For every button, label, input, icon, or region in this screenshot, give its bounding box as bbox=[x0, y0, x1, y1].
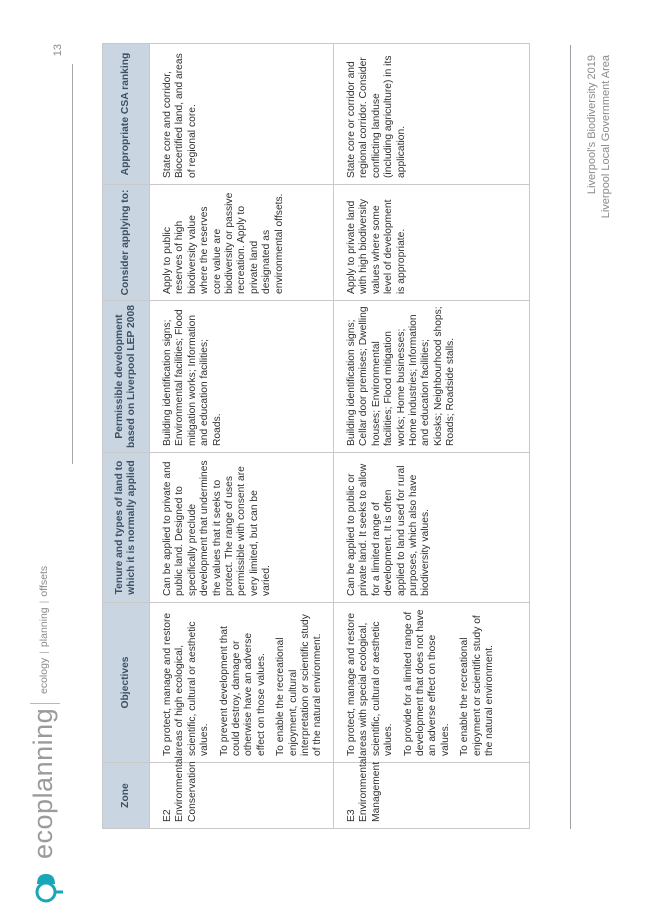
tagline-item: planning bbox=[38, 607, 50, 648]
consider-cell: Apply to private land with high biodiversity values where some level of development is appropriate. bbox=[333, 185, 529, 301]
brand-divider bbox=[30, 703, 60, 704]
document-footer bbox=[10, 24, 70, 904]
table-row bbox=[333, 44, 529, 829]
column-header-objectives: Objectives bbox=[103, 603, 150, 763]
table-row bbox=[150, 44, 334, 829]
footer-divider bbox=[72, 64, 73, 464]
header-subtitle: Liverpool Local Government Area bbox=[600, 55, 612, 219]
column-header-consider: Consider applying to: bbox=[103, 185, 150, 301]
objective-text: To protect, manage and restore areas of high ecological, scientific, cultural or aesthetic values. bbox=[162, 612, 211, 756]
tenure-cell: Can be applied to public or private land. It seeks to allow for a limited range of development. It is often applied to land used for rural purposes, which also have biodiversity values. bbox=[333, 453, 529, 603]
column-header-tenure: Tenure and types of land to which it is normally applied bbox=[103, 453, 150, 603]
table-header-row bbox=[103, 44, 150, 829]
tagline-separator: | bbox=[38, 651, 50, 654]
zoning-table bbox=[102, 43, 530, 829]
consider-cell: Apply to public reserves of high biodiversity value where the reserves core value are biodiversity or passive recreation. Apply to private land designated as environmental offsets. bbox=[150, 185, 334, 301]
header-title: Liverpool's Biodiversity 2019 bbox=[586, 55, 598, 195]
objective-text: To enable the recreational enjoyment, cultural interpretation or scientific study of the natural environment. bbox=[275, 614, 324, 756]
csa-cell: State core and corridor, Biocertified land, and areas of regional core. bbox=[150, 44, 334, 185]
brand-name: ecoplanning bbox=[28, 707, 58, 859]
column-header-permissible: Permissible development based on Liverpool LEP 2008 bbox=[103, 301, 150, 453]
objectives-cell bbox=[333, 603, 529, 763]
zone-cell: E2 Environmental Conservation bbox=[150, 763, 334, 829]
permissible-cell: Building identification signs; Environmental facilities; Flood mitigation works; Information and education facilities; Roads. bbox=[150, 301, 334, 453]
ecoplanning-logo-icon bbox=[28, 868, 64, 904]
objective-text: To provide for a limited range of development that does not have an adverse effect on those values. bbox=[402, 609, 451, 756]
document-header bbox=[585, 55, 613, 218]
csa-cell: State core or corridor and regional corridor. Consider conflicting landuse (including agriculture) in its application. bbox=[333, 44, 529, 185]
page-number: 13 bbox=[52, 44, 64, 57]
permissible-cell: Building identification signs; Cellar door premises; Dwelling houses; Environmental facilities; Flood mitigation works; Home businesses; Home industries; Information and education facilities; Kiosks; Neighbourhood shops; Roads; Roadside stalls. bbox=[333, 301, 529, 453]
tagline-separator: | bbox=[38, 600, 50, 604]
tenure-cell: Can be applied to private and public land. Designed to specifically preclude development that undermines the values that it seeks to protect. The range of uses permissible with consent are very limited, but can be varied. bbox=[150, 453, 334, 603]
objectives-cell bbox=[150, 603, 334, 763]
objective-text: To protect, manage and restore areas with special ecological, scientific, cultural or aesthetic values. bbox=[345, 612, 395, 756]
zone-cell: E3 Environmental Management bbox=[333, 763, 529, 829]
header-divider bbox=[570, 45, 571, 829]
column-header-zone: Zone bbox=[103, 763, 150, 829]
tagline-item: ecology bbox=[38, 657, 50, 694]
objective-text: To prevent development that could destroy, damage or otherwise have an adverse effect on those values. bbox=[218, 626, 267, 756]
objective-text: To enable the recreational enjoyment or scientific study of the natural environment. bbox=[459, 615, 495, 756]
tagline-item: offsets bbox=[38, 565, 50, 597]
column-header-csa: Appropriate CSA ranking bbox=[103, 44, 150, 185]
tagline bbox=[38, 566, 50, 694]
